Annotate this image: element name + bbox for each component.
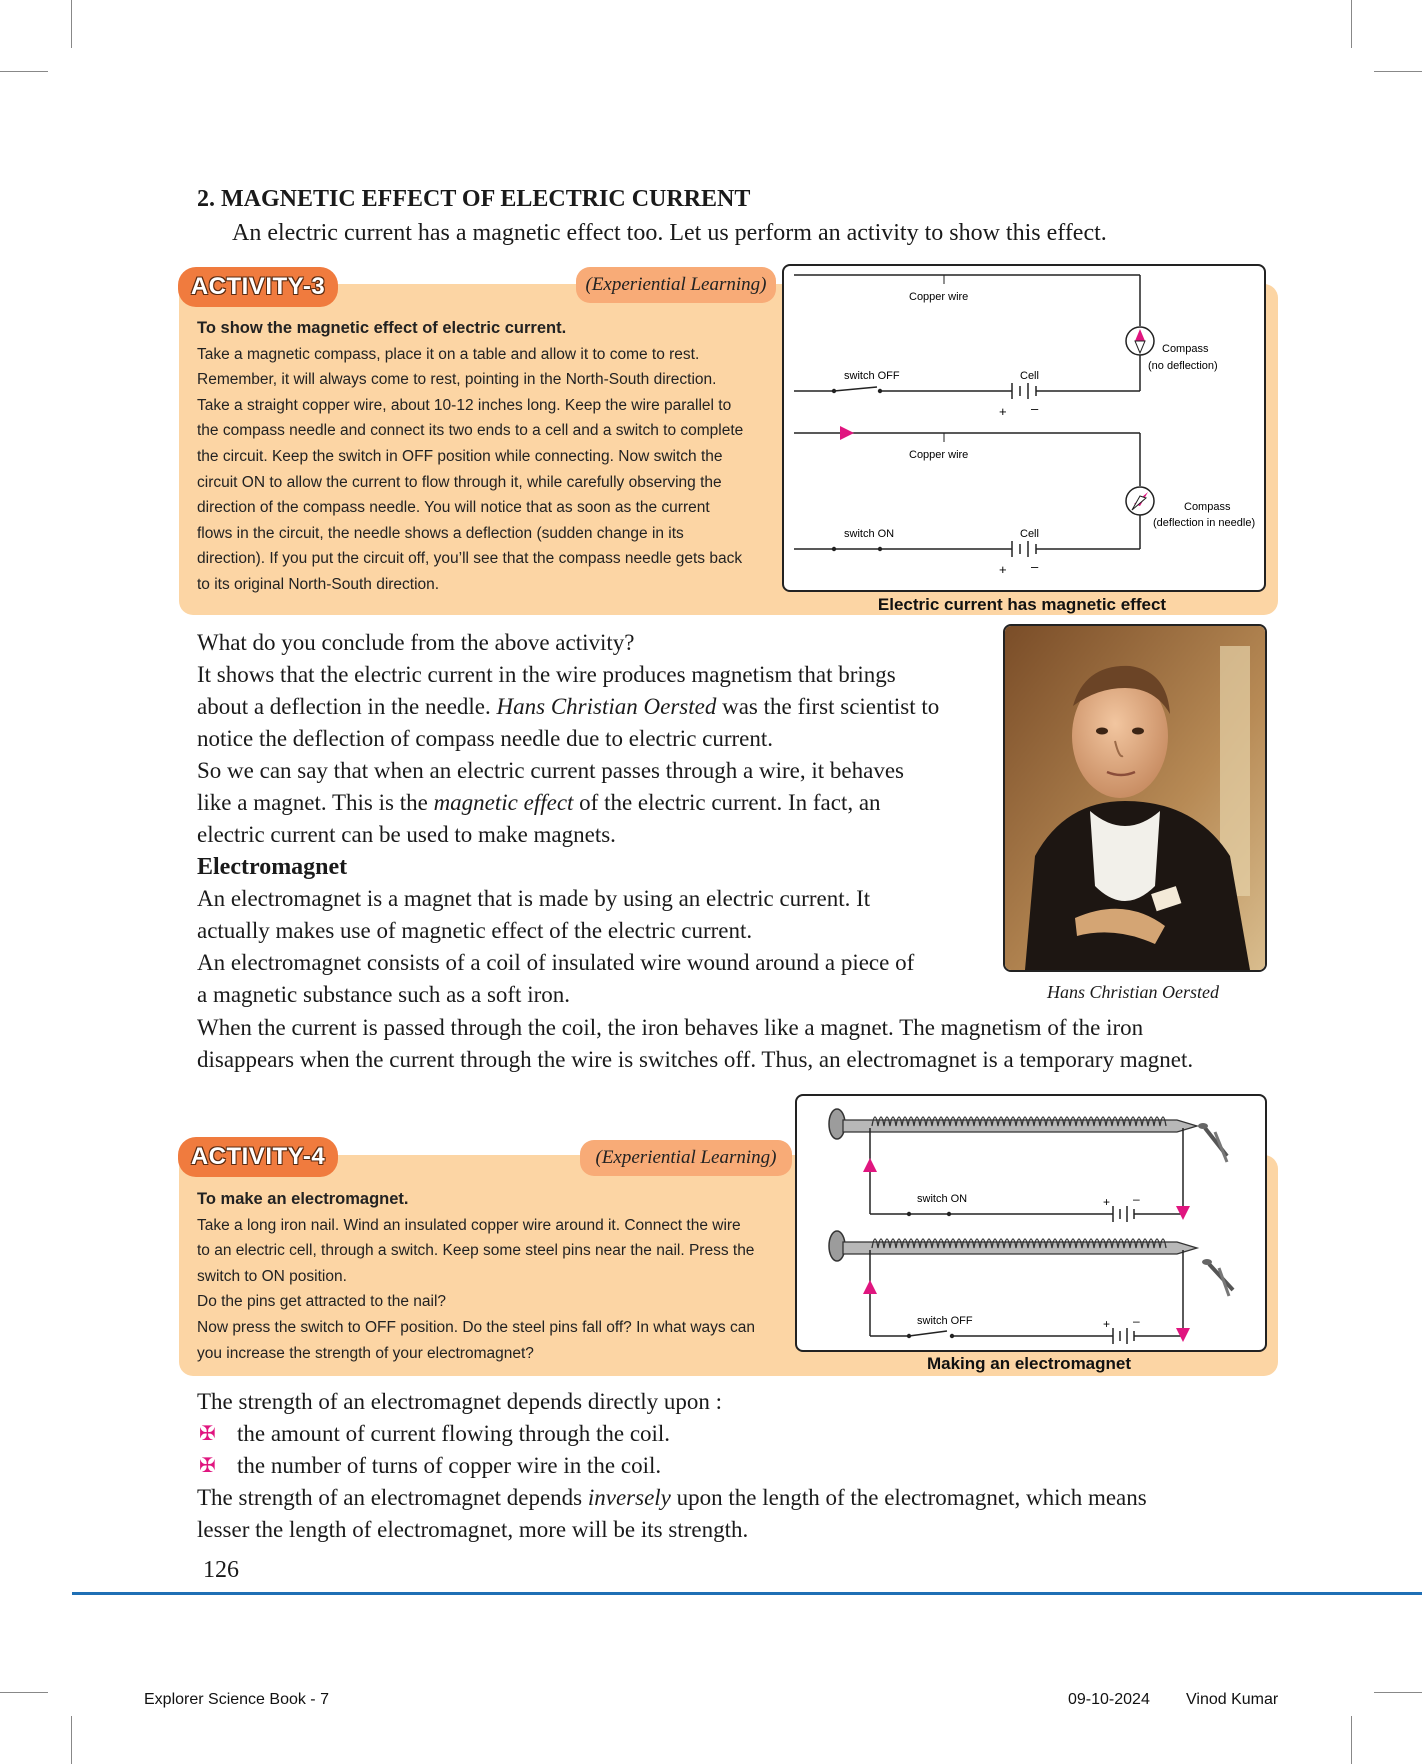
activity-3-line: circuit ON to allow the current to flow through it, while carefully observing the (197, 473, 722, 491)
paragraph-line: An electromagnet consists of a coil of insulated wire wound around a piece of (197, 950, 915, 975)
paragraph-line: When the current is passed through the coil, the iron behaves like a magnet. The magnetism of the iron (197, 1015, 1144, 1040)
question-line: What do you conclude from the above activity? (197, 630, 635, 655)
activity-4-line: switch to ON position. (197, 1267, 347, 1285)
circuit-with-current (794, 426, 1255, 577)
crop-mark (1351, 0, 1352, 48)
wire-label: Copper wire (909, 449, 969, 461)
cell-label: Cell (1020, 528, 1039, 540)
section-intro: An electric current has a magnetic effect too. Let us perform an activity to show this effect. (232, 220, 1107, 246)
activity-3-line: flows in the circuit, the needle shows a deflection (sudden change in its (197, 524, 684, 542)
portrait-svg (1005, 626, 1265, 970)
activity-4-text (197, 1187, 779, 1366)
activity-3-line: the compass needle and connect its two ends to a cell and a switch to complete (197, 422, 744, 440)
strength-block (197, 1386, 1261, 1546)
activity-3-line: to its original North-South direction. (197, 575, 440, 593)
switch-label: switch OFF (917, 1315, 973, 1327)
activity-4-badge: ACTIVITY-4 (178, 1137, 338, 1177)
bullet-item: ✠ the number of turns of copper wire in the coil. (197, 1450, 1261, 1482)
compass-note: (no deflection) (1148, 360, 1218, 372)
term-inversely: inversely (587, 1485, 671, 1510)
paragraph-line: notice the deflection of compass needle due to electric current. (197, 726, 774, 751)
paragraph-line: It shows that the electric current in the wire produces magnetism that brings (197, 662, 896, 687)
portrait-caption: Hans Christian Oersted (1046, 982, 1219, 1002)
page-number: 126 (203, 1557, 239, 1583)
crop-mark (1374, 71, 1422, 72)
paragraph-line: An electromagnet is a magnet that is made by using an electric current. It (197, 886, 871, 911)
compass-note: (deflection in needle) (1153, 517, 1256, 529)
circuit-diagram-svg (784, 266, 1264, 590)
crop-mark (1374, 1692, 1422, 1693)
electromagnet-on (829, 1109, 1227, 1222)
paragraph-line: disappears when the current through the wire is switches off. Thus, an electromagnet is a temporary magnet. (197, 1047, 1194, 1072)
current-arrow (1176, 1206, 1190, 1220)
diagram-caption: Electric current has magnetic effect (877, 595, 1167, 614)
oersted-portrait (1003, 624, 1267, 972)
compass-label: Compass (1162, 343, 1209, 355)
footer-author: Vinod Kumar (1186, 1691, 1279, 1708)
activity-4-line: Take a long iron nail. Wind an insulated copper wire around it. Connect the wire (197, 1216, 741, 1234)
switch-label: switch ON (844, 528, 895, 540)
paragraph-wide (197, 1012, 1261, 1076)
activity-3-tag: (Experiential Learning) (576, 267, 776, 303)
minus-sign: – (1031, 401, 1039, 416)
activity-3-line: Take a straight copper wire, about 10-12 inches long. Keep the wire parallel to (197, 396, 732, 414)
crop-mark (0, 71, 48, 72)
page-rule (72, 1592, 1422, 1595)
section-heading: 2. MAGNETIC EFFECT OF ELECTRIC CURRENT (197, 186, 751, 212)
cross-bullet-icon: ✠ (199, 1423, 216, 1445)
bullet-item: ✠ the amount of current flowing through the coil. (197, 1418, 1261, 1450)
crop-mark (0, 1692, 48, 1693)
minus-sign: – (1133, 1314, 1140, 1328)
activity-4-line: Now press the switch to OFF position. Do the steel pins fall off? In what ways can (197, 1318, 755, 1336)
crop-mark (71, 1716, 72, 1764)
cross-bullet-icon: ✠ (199, 1455, 216, 1477)
current-arrow (1176, 1328, 1190, 1342)
activity-3-badge: ACTIVITY-3 (178, 267, 338, 307)
footer-book-title: Explorer Science Book - 7 (144, 1691, 329, 1708)
electromagnet-off (829, 1231, 1233, 1344)
current-arrow (863, 1158, 877, 1172)
steel-pins-icon (1198, 1123, 1227, 1162)
activity-4-line: to an electric cell, through a switch. Keep some steel pins near the nail. Press the (197, 1242, 755, 1260)
current-arrow (840, 426, 854, 440)
plus-sign: + (999, 562, 1007, 577)
crop-mark (71, 0, 72, 48)
activity-4-title: To make an electromagnet. (197, 1190, 409, 1208)
paragraph-line: So we can say that when an electric current passes through a wire, it behaves (197, 758, 904, 783)
electromagnet-svg (797, 1096, 1265, 1350)
paragraph-line: electric current can be used to make magnets. (197, 822, 616, 847)
current-arrow (863, 1280, 877, 1294)
strength-intro: The strength of an electromagnet depends directly upon : (197, 1389, 722, 1414)
paragraph-line: like a magnet. This is the magnetic effect of the electric current. In fact, an (197, 790, 881, 815)
paragraph-line: a magnetic substance such as a soft iron. (197, 982, 570, 1007)
minus-sign: – (1133, 1192, 1140, 1206)
activity-3-line: Remember, it will always come to rest, pointing in the North-South direction. (197, 371, 717, 389)
activity-4-line: Do the pins get attracted to the nail? (197, 1293, 447, 1311)
switch-label: switch OFF (844, 370, 900, 382)
electromagnet-diagram (795, 1094, 1267, 1352)
switch-label: switch ON (917, 1193, 968, 1205)
plus-sign: + (1103, 1195, 1111, 1209)
activity-3-title: To show the magnetic effect of electric current. (197, 319, 567, 337)
circuit-diagram (782, 264, 1266, 592)
paragraph-line: The strength of an electromagnet depends inversely upon the length of the electromagnet, which means (197, 1485, 1147, 1510)
paragraph-line: actually makes use of magnetic effect of the electric current. (197, 918, 753, 943)
cell-label: Cell (1020, 370, 1039, 382)
switch-off (909, 1331, 947, 1336)
footer-date: 09-10-2024 (1068, 1691, 1150, 1708)
activity-3-line: direction). If you put the circuit off, you’ll see that the compass needle gets back (197, 550, 743, 568)
scientist-name: Hans Christian Oersted (496, 694, 717, 719)
switch-off (834, 387, 877, 391)
term-magnetic-effect: magnetic effect (433, 790, 574, 815)
body-text-block (197, 627, 987, 1011)
compass-label: Compass (1184, 501, 1231, 513)
electromagnet-caption: Making an electromagnet (926, 1354, 1132, 1373)
circuit-no-current (794, 275, 1218, 419)
plus-sign: + (1103, 1317, 1111, 1331)
crop-mark (1351, 1716, 1352, 1764)
wire-label: Copper wire (909, 291, 969, 303)
minus-sign: – (1031, 559, 1039, 574)
activity-3-text (197, 316, 770, 598)
activity-3-line: direction of the compass needle. You will notice that as soon as the current (197, 499, 710, 517)
steel-pins-icon (1202, 1259, 1233, 1296)
paragraph-line: lesser the length of electromagnet, more will be its strength. (197, 1517, 749, 1542)
plus-sign: + (999, 404, 1007, 419)
paragraph-line: about a deflection in the needle. Hans Christian Oersted was the first scientist to (197, 694, 940, 719)
activity-3-line: Take a magnetic compass, place it on a table and allow it to come to rest. (197, 345, 700, 363)
activity-4-tag: (Experiential Learning) (580, 1140, 792, 1176)
activity-4-line: you increase the strength of your electromagnet? (197, 1344, 534, 1362)
activity-3-line: the circuit. Keep the switch in OFF position while connecting. Now switch the (197, 447, 723, 465)
subheading-electromagnet: Electromagnet (197, 854, 348, 880)
